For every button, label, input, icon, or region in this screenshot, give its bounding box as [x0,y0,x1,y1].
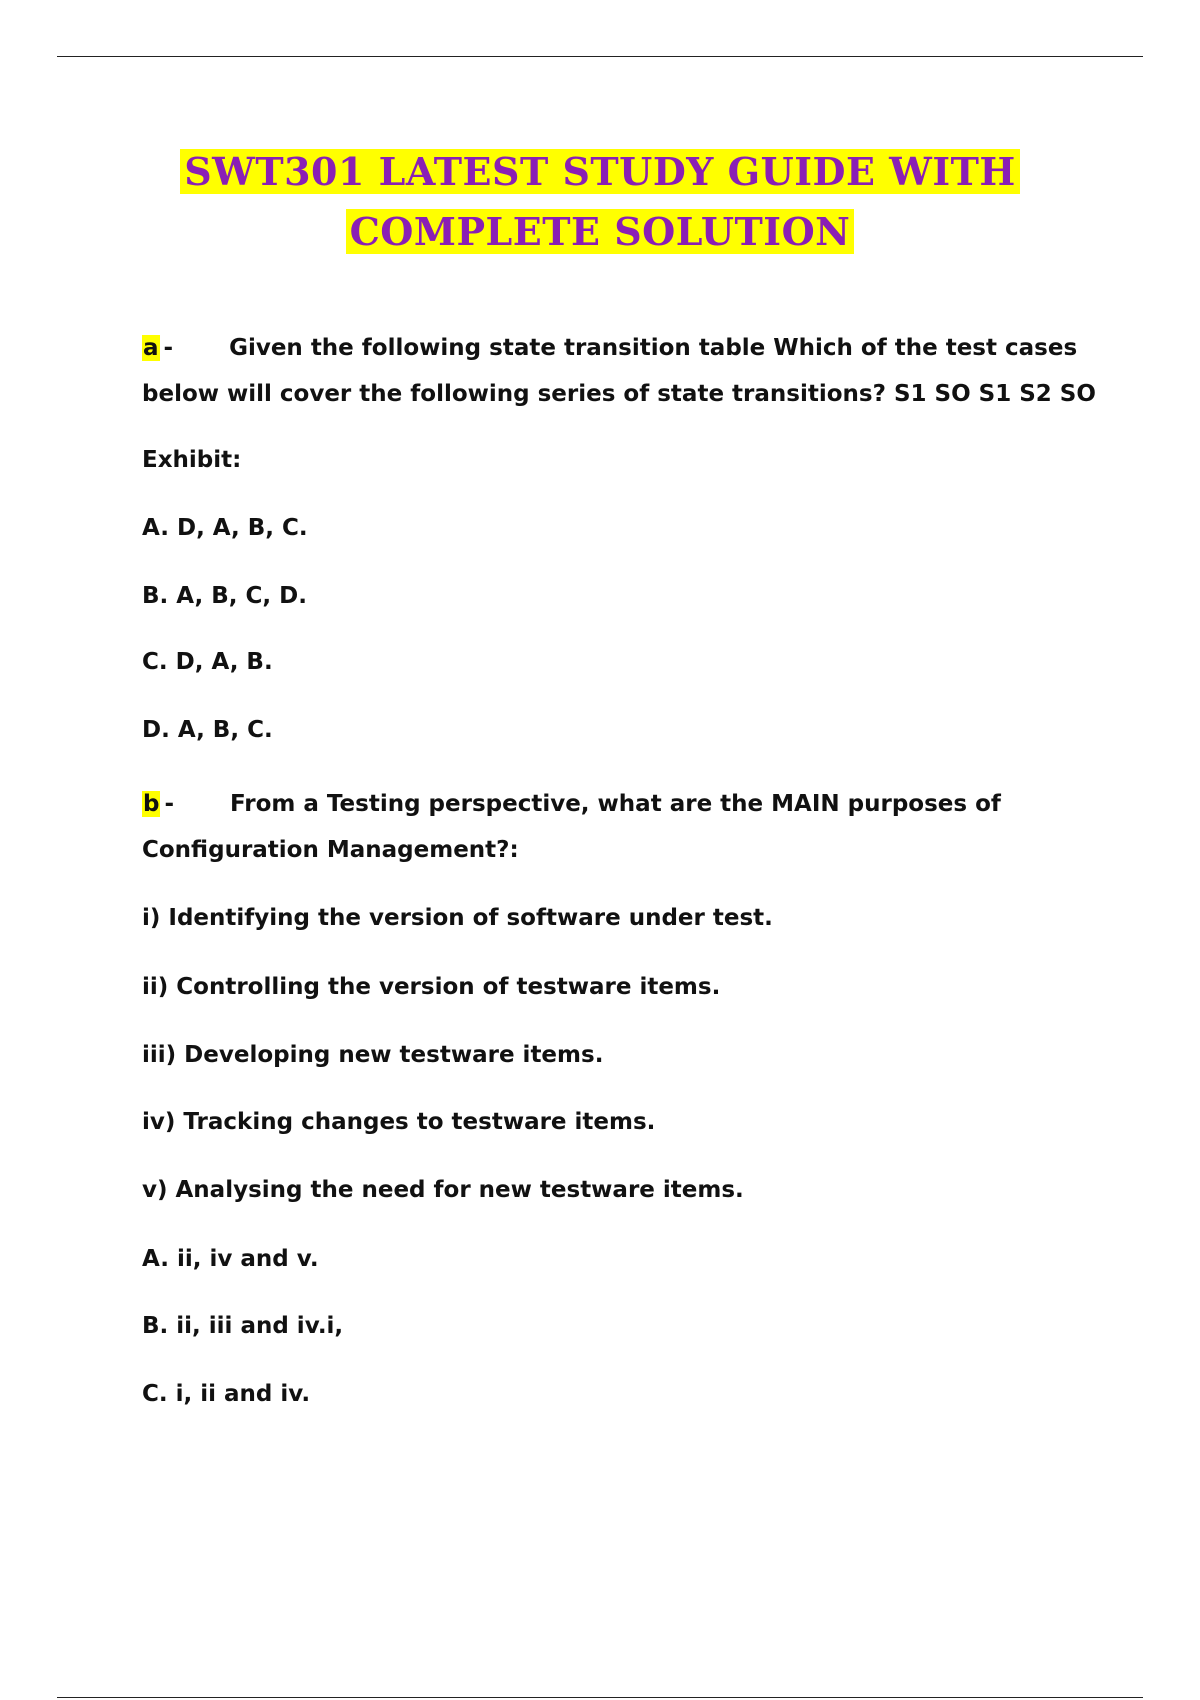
question-b-text-1: From a Testing perspective, what are the MAIN purposes of [230,791,1001,817]
exhibit-label: Exhibit: [142,447,242,473]
top-rule [57,56,1143,57]
question-b-text-2: Configuration Management?: [142,837,519,863]
question-b-separator: - [164,791,175,817]
question-b-statement-i: i) Identifying the version of software under test. [142,905,773,931]
title-line-2: COMPLETE SOLUTION [346,209,855,254]
question-a-text-2: below will cover the following series of state transitions? S1 SO S1 S2 SO [142,381,1096,407]
question-a-text-1: Given the following state transition table Which of the test cases [229,335,1078,361]
question-b-line-1 [142,787,1001,821]
question-a-label: a [143,335,159,361]
question-a-option-a: A. D, A, B, C. [142,515,308,541]
question-b-label: b [143,791,160,817]
question-b-statement-iii: iii) Developing new testware items. [142,1042,604,1068]
document-title [0,142,1200,262]
question-b-statement-ii: ii) Controlling the version of testware items. [142,974,721,1000]
question-b-statement-iv: iv) Tracking changes to testware items. [142,1109,656,1135]
question-a-option-b: B. A, B, C, D. [142,583,307,609]
title-line-1: SWT301 LATEST STUDY GUIDE WITH [180,149,1020,194]
question-b-statement-v: v) Analysing the need for new testware items. [142,1177,744,1203]
question-a-line-1 [142,331,1077,365]
question-a-option-c: C. D, A, B. [142,649,273,675]
question-a-separator: - [163,335,174,361]
question-b-option-c: C. i, ii and iv. [142,1381,311,1407]
question-b-option-a: A. ii, iv and v. [142,1246,319,1272]
bottom-rule [57,1697,1143,1698]
question-b-option-b: B. ii, iii and iv.i, [142,1313,344,1339]
question-a-option-d: D. A, B, C. [142,717,273,743]
